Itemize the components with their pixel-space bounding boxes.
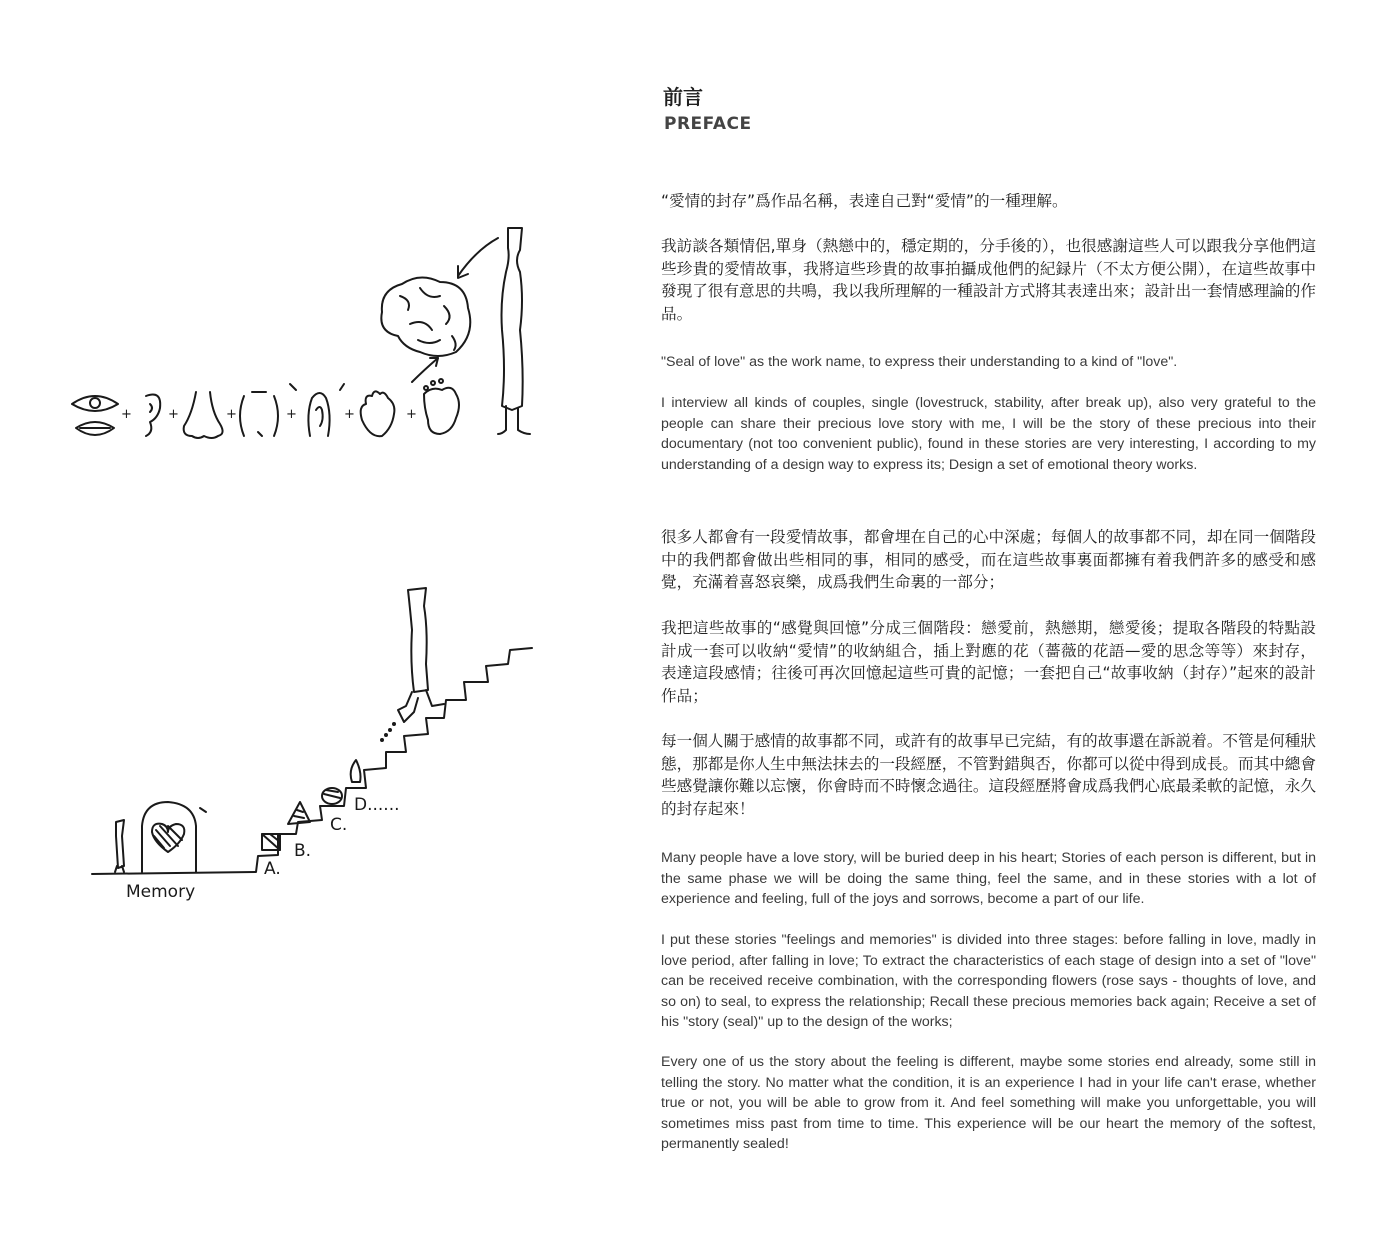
small-figure-icon [115, 820, 124, 872]
page-subtitle: PREFACE [664, 114, 752, 134]
paragraph-zh-3: 很多人都會有一段愛情故事，都會埋在自己的心中深處；每個人的故事都不同，却在同一個階段中的我們都會做出些相同的事，相同的感受，而在這些故事裏面都擁有着我們許多的感受和感覺，充滿着喜怒哀樂，成爲我們生命裏的一部分； [661, 528, 1316, 591]
tongue-icon [290, 384, 344, 436]
paragraph-zh-2: 我訪談各類情侶,單身（熱戀中的，穩定期的，分手後的），也很感謝這些人可以跟我分享他們這些珍貴的愛情故事，我將這些珍貴的故事拍攝成他們的紀録片（不太方便公開），在這些故事中發現了很有意思的共鳴，我以我所理解的一種設計方式將其表達出來；設計出一套情感理論的作品。 [661, 237, 1316, 323]
tombstone-heart-icon [142, 802, 206, 872]
ear-icon [146, 395, 160, 437]
paragraph-en-2: I interview all kinds of couples, single (lovestruck, stability, after break up), also very grateful to the people can share their precious love story with me, I will be the story of these precious into their documentary (not too convenient public), found in these stories are very interesting, I according to my understanding of a design way to express its; Design a set of emotional theory works. [661, 395, 1316, 473]
paragraph-zh-5: 每一個人關于感情的故事都不同，或許有的故事早已完結，有的故事還在訴説着。不管是何種狀態，那都是你人生中無法抹去的一段經歷，不管對錯與否，你都可以從中得到成長。而其中總會些感覺讓你難以忘懷，你會時而不時懷念過往。這段經歷將會成爲我們心底最柔軟的記憶，永久的封存起來！ [661, 732, 1316, 818]
stage-b-label: B. [294, 841, 312, 861]
plus-sign: + [344, 407, 355, 422]
brain-icon [381, 277, 470, 356]
arrow-down-icon [458, 238, 498, 278]
hand-icon [361, 391, 395, 436]
stage-c-label: C. [330, 815, 348, 835]
stage-c-ball-icon [322, 788, 342, 804]
page-title: 前言 [663, 85, 703, 109]
sketch-canvas [0, 0, 640, 1239]
face-icon [240, 392, 278, 436]
paragraph-en-4: I put these stories "feelings and memories" is divided into three stages: before falling in love, madly in love period, after falling in love; To extract the characteristics of each stage of design into a set of "love" can be received receive combination, with the corresponding flowers (rose says - thoughts of love, and so on) to seal, to express the relationship; Recall these precious memories back again; Receive a set of his "story (seal)" up to the design of the works; [661, 932, 1316, 1030]
climbing-figure-icon [398, 588, 444, 722]
memory-label: Memory [126, 882, 196, 902]
figure-icon [498, 228, 530, 434]
nose-icon [184, 392, 223, 438]
paragraph-en-1: "Seal of love" as the work name, to express their understanding to a kind of "love". [661, 354, 1178, 370]
falling-dots [381, 723, 395, 741]
foot-icon [424, 379, 459, 434]
plus-sign: + [286, 407, 297, 422]
plus-sign: + [226, 407, 237, 422]
paragraph-en-5: Every one of us the story about the feeling is different, maybe some stories end already, some still in telling the story. No matter what the condition, it is an experience I had in your life can't erase, whether true or not, you will be able to grow from it. And feel something will make you unforgettable, you will sometimes miss past from time to time. This experience will be our heart the memory of the softest, permanently sealed! [661, 1054, 1316, 1152]
eye-lips-icon [72, 396, 118, 435]
arrow-up-icon [412, 358, 438, 382]
stage-d-label: D...... [354, 795, 400, 815]
paragraph-zh-4: 我把這些故事的“感覺與回憶”分成三個階段：戀愛前，熱戀期，戀愛後；提取各階段的特點設計成一套可以收納“愛情”的收納組合，插上對應的花（薔薇的花語—愛的思念等等）來封存，表達這段感情；往後可再次回憶起這些可貴的記憶；一套把自己“故事收納（封存）”起來的設計作品； [661, 619, 1316, 705]
plus-sign: + [406, 407, 417, 422]
paragraph-en-3: Many people have a love story, will be buried deep in his heart; Stories of each person is different, but in the same phase we will be doing the same thing, feel the same, and in these stories with a lot of experience and feeling, full of the joys and sorrows, become a part of our life. [661, 850, 1316, 907]
illustration-column [0, 0, 640, 1239]
stage-d-flame-icon [351, 760, 361, 782]
plus-sign: + [168, 407, 179, 422]
paragraph-zh-1: “愛情的封存”爲作品名稱，表達自己對“愛情”的一種理解。 [661, 192, 1068, 210]
plus-sign: + [121, 407, 132, 422]
stage-a-label: A. [264, 859, 281, 879]
